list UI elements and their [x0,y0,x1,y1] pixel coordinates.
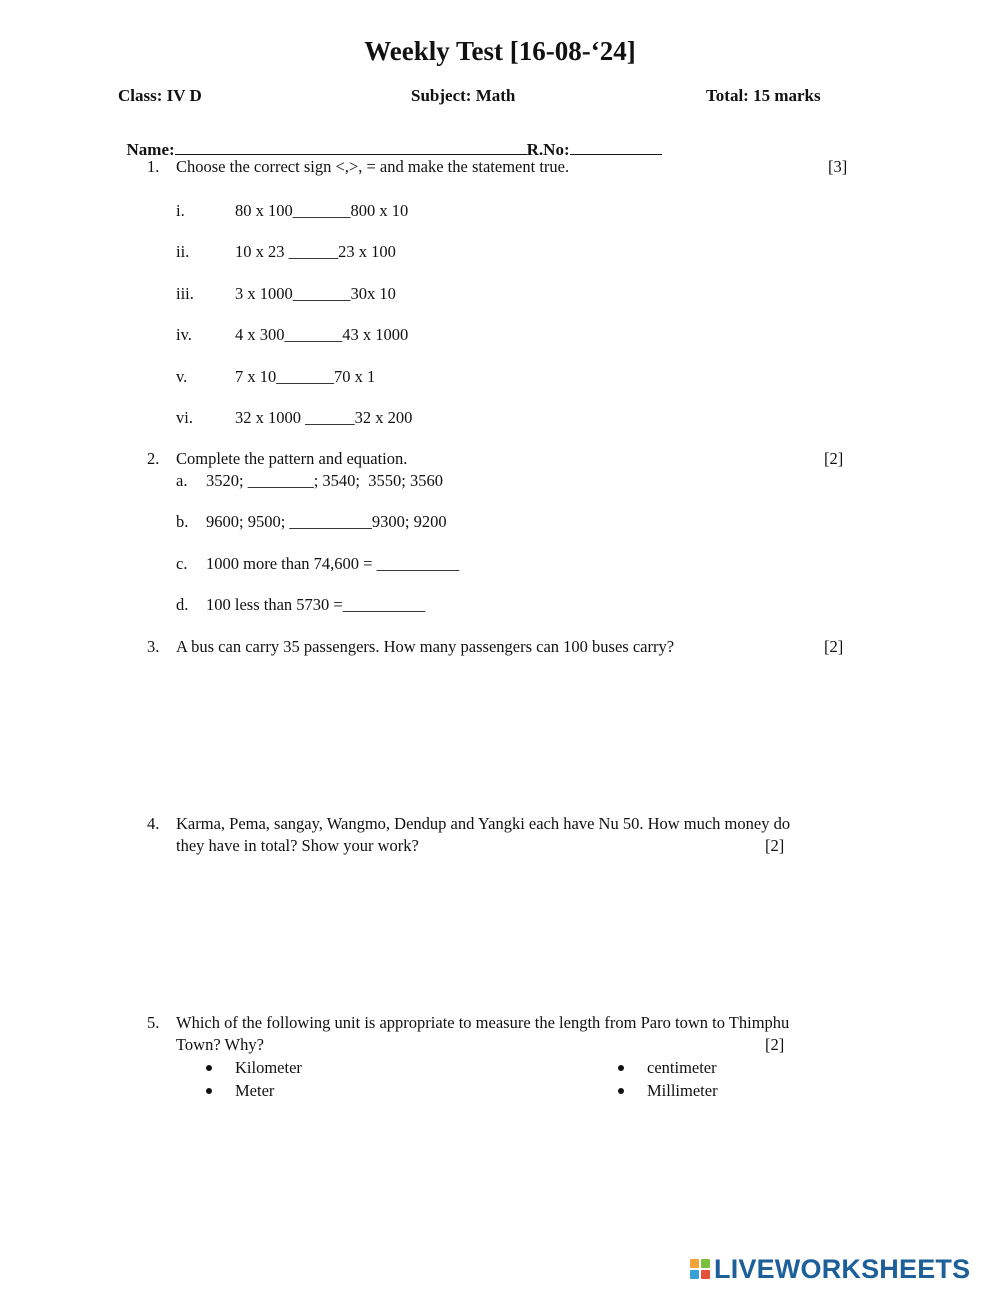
q1-item-roman: v. [176,367,188,386]
q2-item-letter: c. [176,554,188,573]
q1-number: 1. [147,157,160,176]
q3-text: A bus can carry 35 passengers. How many passengers can 100 buses carry? [176,637,675,656]
q2-item-text[interactable]: 3520; ________; 3540; 3550; 3560 [206,471,443,490]
q5-option[interactable]: Kilometer [235,1058,302,1077]
bullet-icon [206,1065,212,1071]
q2-item-letter: d. [176,595,189,614]
name-input-line[interactable] [175,140,527,155]
q1-item-text[interactable]: 32 x 1000 ______32 x 200 [235,408,413,427]
q2-item-letter: a. [176,471,188,490]
q1-item-text[interactable]: 80 x 100_______800 x 10 [235,201,409,220]
q1-item-roman: iii. [176,284,194,303]
bullet-icon [206,1088,212,1094]
class-label: Class: IV D [118,86,202,105]
q3-number: 3. [147,637,160,656]
q2-item-text[interactable]: 9600; 9500; __________9300; 9200 [206,512,447,531]
bullet-icon [618,1065,624,1071]
bullet-icon [618,1088,624,1094]
q2-number: 2. [147,449,160,468]
q5-option[interactable]: centimeter [647,1058,717,1077]
q1-item-text[interactable]: 7 x 10_______70 x 1 [235,367,376,386]
q5-marks: [2] [765,1035,785,1054]
q5-option[interactable]: Millimeter [647,1081,718,1100]
rno-label: R.No: [526,140,570,159]
name-field[interactable] [118,120,662,160]
q2-marks: [2] [824,449,844,468]
q1-item-text[interactable]: 4 x 300_______43 x 1000 [235,325,409,344]
q1-item-text[interactable]: 3 x 1000_______30x 10 [235,284,396,303]
liveworksheets-logo [690,1254,970,1284]
q5-text-line1: Which of the following unit is appropriate to measure the length from Paro town to Thimphu [176,1013,790,1032]
page-title: Weekly Test [16-08-‘24] [364,36,636,66]
logo-grid-icon [690,1259,710,1279]
q2-item-letter: b. [176,512,189,531]
subject-label: Subject: Math [411,86,516,105]
q5-text-line2: Town? Why? [176,1035,264,1054]
q1-item-roman: iv. [176,325,192,344]
rno-input-line[interactable] [570,140,662,155]
total-marks-label: Total: 15 marks [706,86,821,105]
q4-text-line2: they have in total? Show your work? [176,836,419,855]
logo-text: LIVEWORKSHEETS [714,1253,971,1284]
q1-item-roman: i. [176,201,185,220]
q5-number: 5. [147,1013,160,1032]
q4-text-line1: Karma, Pema, sangay, Wangmo, Dendup and Yangki each have Nu 50. How much money do [176,814,791,833]
q2-text: Complete the pattern and equation. [176,449,408,468]
name-label: Name: [126,140,175,159]
q2-item-text[interactable]: 1000 more than 74,600 = __________ [206,554,460,573]
q3-marks: [2] [824,637,844,656]
q4-number: 4. [147,814,160,833]
q5-option[interactable]: Meter [235,1081,275,1100]
q4-marks: [2] [765,836,785,855]
q1-item-roman: ii. [176,242,190,261]
q1-marks: [3] [828,157,848,176]
q1-item-text[interactable]: 10 x 23 ______23 x 100 [235,242,396,261]
q1-text: Choose the correct sign <,>, = and make the statement true. [176,157,570,176]
q2-item-text[interactable]: 100 less than 5730 =__________ [206,595,426,614]
q1-item-roman: vi. [176,408,193,427]
